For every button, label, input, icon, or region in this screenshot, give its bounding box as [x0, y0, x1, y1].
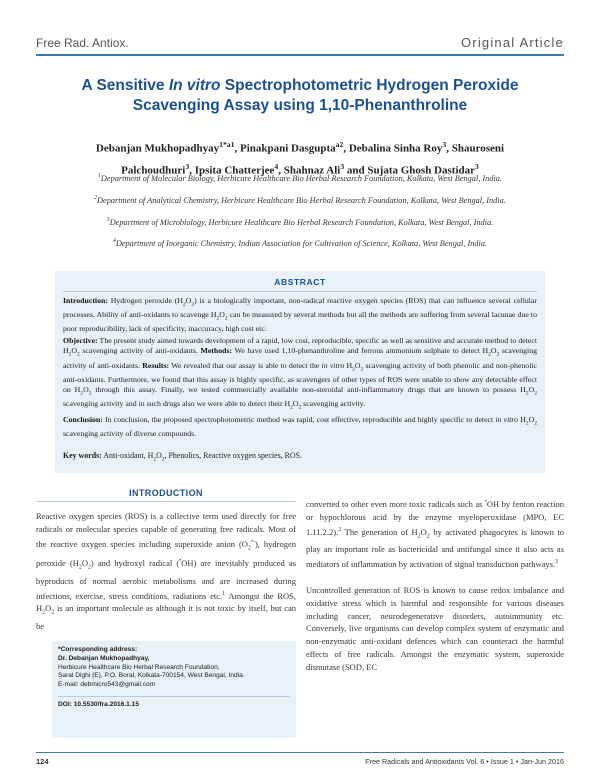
correspondence-org: Herbicure Healthcare Bio Herbal Research Foundation, [58, 663, 220, 671]
author-name: Shauroseni Palchoudhuri [121, 142, 505, 177]
body-text: O [420, 526, 427, 537]
abstract-text: H [518, 414, 526, 424]
abstract-text: We revealed that our assay is able to detect the [169, 360, 322, 370]
body-text: Amongst the ROS, H [36, 590, 297, 614]
title-rest: Spectrophotometric Hydrogen Peroxide Scavenging Assay using 1,10-Phenanthroline [132, 77, 519, 114]
body-text: OH) are inevitably produced as byproducts of normal aerobic metabolisms and are increased during infections, exercise, stress conditions, radiations etc. [36, 558, 296, 601]
author-name: Pinakpani Dasgupta [239, 142, 336, 155]
author-separator: , [343, 142, 349, 155]
body-text: converted to other even more toxic radicals such as [306, 498, 485, 509]
abstract-conclusion-label: Conclusion: [63, 414, 103, 424]
abstract-text: scavenging activity and in such drugs also we were able to detect their H [63, 399, 291, 409]
reference-marker: 3 [555, 558, 559, 565]
footer-journal-info: Free Radicals and Antioxidants Vol. 6 • Issue 1 • Jan-Jun 2016 [365, 757, 564, 766]
abstract-text: O [219, 310, 225, 320]
abstract-text: scavenging activity of anti-oxidants. [63, 346, 537, 370]
correspondence-name: Dr. Debanjan Mukhopadhyay, [58, 654, 150, 662]
body-text: O [81, 558, 88, 569]
footer-divider [36, 752, 564, 753]
abstract-text: through this assay. Finally, we tested commercially available non-steroidal anti-inflammatory drugs that are known to possess H [91, 385, 526, 395]
body-text: ), hydrogen peroxide (H [36, 538, 297, 569]
paragraph: Uncontrolled generation of ROS is known to cause redox imbalance and oxidative stress which is harmful and responsible for various diseases including cancer, neurodegenerative disorders, autoimmunity etc. Conversely, live organisms can develop complex system of enzymatic and non-enzymatic anti-oxidant defences which can counteract the harmful effects of free radicals. Amongst the enzymatic system, superoxide dismutase (SOD, EC [306, 584, 564, 673]
affiliation-text: Department of Molecular Biology, Herbicure Healthcare Bio Herbal Research Foundation, Kolkata, West Bengal, India. [100, 173, 502, 183]
author-separator: and [344, 164, 368, 177]
subscript: 2 [534, 420, 537, 427]
subscript: 2 [42, 609, 46, 616]
subscript: 2 [417, 533, 421, 540]
title-prefix: A Sensitive [81, 77, 169, 94]
superscript: •- [250, 538, 255, 545]
subscript: 2 [77, 352, 80, 359]
subscript: 2 [360, 366, 364, 373]
author-name: Debalina Sinha Roy [348, 142, 443, 155]
affiliation-list [70, 170, 530, 257]
author-separator: , [278, 164, 284, 177]
abstract-methods-label: Methods: [200, 346, 233, 356]
introduction-heading: INTRODUCTION [129, 488, 203, 498]
subscript: 2 [87, 564, 91, 571]
subscript: 2 [488, 352, 491, 359]
abstract-text: O [528, 414, 535, 424]
keywords-label: Key words: [63, 451, 102, 460]
abstract-text: The present study aimed towards development of a rapid, low cost, reproducible, specific as well as sensitive and accurate method to detect H [63, 335, 537, 356]
abstract-text: O [185, 296, 192, 305]
correspondence-divider [58, 696, 290, 697]
radical-dot: • [179, 558, 182, 565]
affiliation-text: Department of Inorganic Chemistry, Indian Association for Cultivation of Science, Kolkata, West Bengal, India. [115, 239, 488, 249]
keywords-text: Anti-oxidant, H [101, 451, 154, 460]
abstract-results-label: Results: [142, 360, 170, 370]
abstract-text: O [354, 360, 361, 370]
intro-right-column [306, 496, 564, 687]
body-text: OH by fenton reaction or hypochlorous acid by the enzyme myeloperoxidase (MPO, EC 1.11.2.2). [306, 498, 564, 537]
body-text: is an important molecule as although it is not toxic by itself, but can be [36, 603, 296, 631]
author-affiliation-marker: 1*a1 [219, 140, 235, 149]
introduction-divider [36, 501, 296, 502]
body-text: ) and hydroxyl radical ( [90, 558, 180, 569]
abstract-text: H [344, 360, 353, 370]
subscript: 2 [183, 301, 186, 308]
author-separator: , [446, 142, 452, 155]
abstract-objective-label: Objective: [63, 335, 98, 345]
abstract-heading: ABSTRACT [274, 277, 326, 287]
abstract-divider [63, 291, 537, 292]
subscript: 2 [290, 405, 293, 412]
abstract-text: can be measured by several methods but all the methods are suffering from several lacunae due to poor reproducibility, lack of specificity, inaccuracy, high cost etc. [63, 310, 537, 334]
subscript: 2 [161, 456, 165, 463]
affiliation-text: Department of Analytical Chemistry, Herbicure Healthcare Bio Herbal Research Foundation, Kolkata, West Bengal, India. [97, 195, 506, 205]
subscript: 2 [496, 352, 500, 359]
abstract-body [63, 296, 537, 440]
subscript: 2 [352, 366, 355, 373]
correspondence-email[interactable]: E-mail: debmicro543@gmail.com [58, 681, 156, 689]
author-affiliation-marker: 3 [442, 140, 447, 149]
abstract-text: scavenging activity of diverse compounds. [63, 428, 197, 438]
abstract-text: O [292, 399, 299, 409]
keywords-text: , Phenolics, Reactive oxygen species, ROS. [164, 451, 302, 460]
affiliation-number: 4 [112, 238, 116, 245]
author-affiliation-marker: a2 [335, 140, 344, 149]
subscript: 2 [525, 420, 529, 427]
affiliation-number: 1 [97, 173, 101, 179]
intro-left-column [36, 510, 296, 633]
abstract-text: O [83, 385, 89, 395]
abstract-text: scavenging activity. [301, 399, 366, 409]
affiliation-number: 2 [94, 194, 98, 201]
radical-dot: • [484, 499, 487, 505]
subscript: 2 [298, 405, 302, 412]
body-text: The generation of H [341, 526, 418, 537]
abstract-introduction-label: Introduction: [63, 296, 108, 305]
affiliation-item [70, 170, 530, 185]
page-number: 124 [36, 757, 49, 766]
subscript: 2 [224, 315, 228, 322]
reference-marker: 1 [222, 590, 226, 597]
subscript: 2 [80, 390, 84, 397]
abstract-text: We have used 1,10-phenanthroline and ferrous ammonium sulphate to detect H [232, 346, 489, 356]
subscript: 2 [78, 564, 82, 571]
header-divider [36, 54, 564, 56]
journal-name: Free Rad. Antiox. [36, 36, 129, 50]
subscript: 2 [88, 390, 92, 397]
article-type: Original Article [460, 35, 564, 50]
paragraph [306, 496, 564, 571]
abstract-italic: in vitro [495, 414, 519, 424]
author-name: Shahnaz Ali [283, 164, 341, 177]
affiliation-item [70, 214, 530, 229]
keywords [63, 451, 537, 463]
subscript: 2 [525, 390, 529, 397]
correspondence-box [52, 641, 296, 738]
author-affiliation-marker: 3 [475, 161, 479, 171]
article-title [46, 76, 554, 116]
subscript: 2 [153, 456, 157, 463]
doi-link[interactable]: DOI: 10.5530/fra.2016.1.15 [58, 700, 140, 708]
correspondence-label: *Corresponding address: [58, 646, 138, 653]
affiliation-item [70, 192, 530, 207]
subscript: 2 [426, 533, 430, 540]
abstract-introduction [63, 296, 537, 335]
affiliation-text: Department of Microbiology, Herbicure Healthcare Bio Herbal Research Foundation, Kolkata, West Bengal, India. [109, 217, 494, 227]
abstract-text: scavenging activity of both phenolic and non-phenolic anti-oxidants. Furthermore, we found that this assay is highly specific, as scavengers of other types of ROS were unable to show any detectable effect on H [63, 360, 538, 395]
abstract-conclusion [63, 415, 537, 440]
author-affiliation-marker: 4 [274, 161, 279, 171]
keywords-text: O [156, 451, 162, 460]
abstract-text: O [528, 385, 535, 395]
body-text: by activated phagocytes is known to play an important role as bactericidal and antifungal since it also acts as mediators of inflammation by activation of signal transduction pathways. [306, 526, 564, 569]
author-separator: , [189, 164, 195, 177]
abstract-text: scavenging activity of anti-oxidants. [79, 346, 201, 356]
abstract-text: O [71, 346, 78, 356]
abstract-italic: in vitro [321, 360, 345, 370]
abstract-text: O [490, 346, 497, 356]
author-affiliation-marker: 3 [185, 161, 190, 171]
author-name: Ipsita Chatterjee [194, 164, 275, 177]
abstract-objective [63, 336, 537, 414]
body-text: O [45, 603, 52, 614]
abstract-text: In conclusion, the proposed spectrophotometric method was rapid, cost effective, reproducible and highly specific to detect [102, 414, 496, 424]
subscript: 2 [191, 301, 195, 308]
title-italic: In vitro [168, 77, 221, 94]
abstract-text: ) is a biologically important, non-radical reactive oxygen species (ROS) that can influence several cellular processes. Ability of anti-oxidants to scavenge H [63, 296, 537, 320]
reference-marker: 2 [338, 526, 342, 533]
subscript: 2 [216, 315, 220, 322]
subscript: 2 [68, 352, 72, 359]
author-separator: , [234, 142, 240, 155]
body-text: Reactive oxygen species (ROS) is a collective term used directly for free radicals or molecular species capable of generating free radicals. Most of the reactive oxygen species including superoxide anion (O [36, 511, 296, 549]
author-affiliation-marker: 3 [340, 161, 345, 171]
correspondence-address: Saral Dighi (E), P.O. Boral, Kolkata-700154, West Bengal, India. [58, 672, 245, 680]
author-name: Debanjan Mukhopadhyay [95, 142, 220, 155]
subscript: 2 [51, 609, 55, 616]
affiliation-item [70, 235, 530, 250]
author-name: Sujata Ghosh Dastidar [367, 164, 475, 177]
abstract-panel [55, 271, 545, 473]
subscript: 2 [534, 390, 537, 397]
subscript: 2 [247, 545, 251, 552]
abstract-text: Hydrogen peroxide (H [107, 296, 183, 305]
affiliation-number: 3 [106, 216, 110, 223]
